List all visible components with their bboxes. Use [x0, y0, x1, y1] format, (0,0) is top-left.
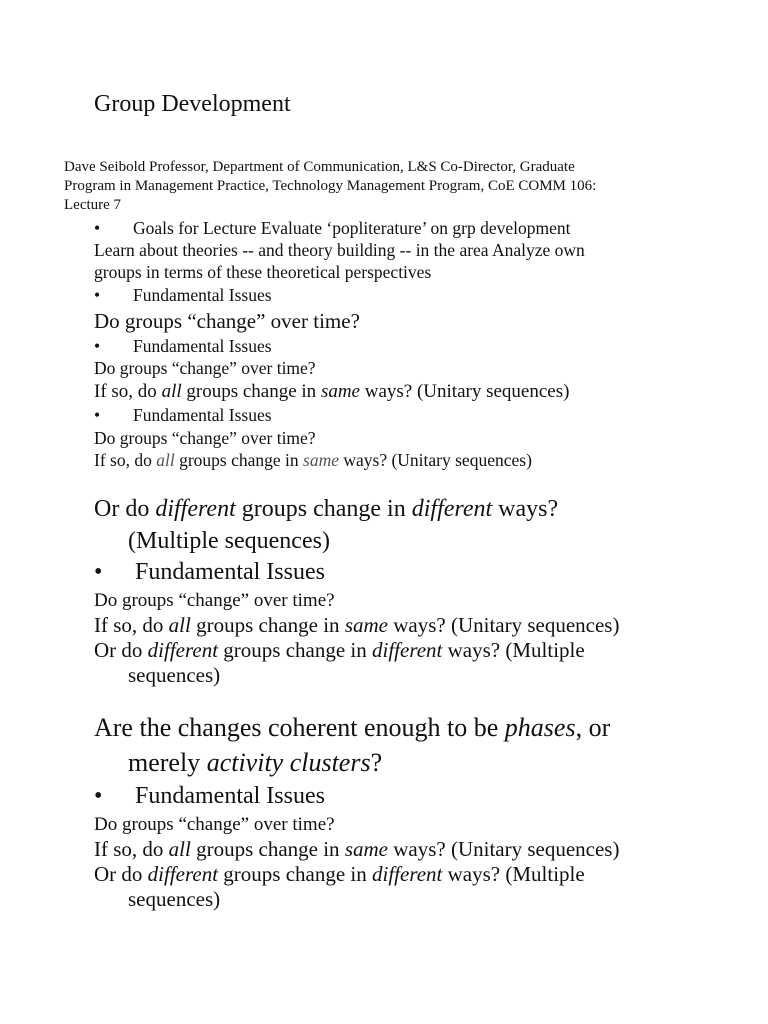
author-line-2: Program in Management Practice, Technology Management Program, CoE COMM 106: — [64, 178, 597, 194]
question-change: Do groups “change” over time? — [94, 590, 335, 611]
fundamental-issues-heading: Fundamental Issues — [133, 405, 272, 425]
question-unitary: If so, do all groups change in same ways? (Unitary sequences) — [94, 837, 620, 861]
question-change: Do groups “change” over time? — [94, 309, 360, 333]
fundamental-issues-heading: Fundamental Issues — [135, 559, 325, 585]
fundamental-issues-heading: Fundamental Issues — [133, 285, 272, 305]
bullet-marker: • — [94, 336, 101, 356]
question-multiple: Or do different groups change in different ways? — [94, 496, 559, 522]
question-phases: Are the changes coherent enough to be phases, or — [94, 713, 611, 742]
bullet-marker: • — [94, 405, 101, 425]
bullet-marker: • — [94, 783, 103, 809]
question-multiple-cont: sequences) — [128, 887, 221, 911]
question-unitary: If so, do all groups change in same ways? (Unitary sequences) — [94, 613, 620, 637]
question-multiple: Or do different groups change in different ways? (Multiple — [94, 638, 585, 662]
question-phases-cont: merely activity clusters? — [128, 748, 383, 777]
question-multiple-cont: sequences) — [128, 663, 221, 687]
question-multiple-cont: (Multiple sequences) — [128, 528, 330, 554]
bullet-marker: • — [94, 285, 101, 305]
author-line-3: Lecture 7 — [64, 197, 122, 213]
question-multiple: Or do different groups change in different ways? (Multiple — [94, 862, 585, 886]
question-change: Do groups “change” over time? — [94, 358, 316, 378]
fundamental-issues-heading: Fundamental Issues — [135, 783, 325, 809]
question-change: Do groups “change” over time? — [94, 428, 316, 448]
bullet-marker: • — [94, 559, 103, 585]
author-line-1: Dave Seibold Professor, Department of Communication, L&S Co-Director, Graduate — [64, 159, 575, 175]
question-unitary: If so, do all groups change in same ways? (Unitary sequences) — [94, 381, 570, 402]
goals-bullet-text: Goals for Lecture Evaluate ‘popliterature’ on grp development — [133, 218, 571, 238]
question-unitary: If so, do all groups change in same ways? (Unitary sequences) — [94, 450, 532, 470]
goals-continuation-2: groups in terms of these theoretical perspectives — [94, 262, 432, 282]
question-change: Do groups “change” over time? — [94, 814, 335, 835]
fundamental-issues-heading: Fundamental Issues — [133, 336, 272, 356]
bullet-marker: • — [94, 218, 101, 238]
goals-continuation-1: Learn about theories -- and theory building -- in the area Analyze own — [94, 240, 585, 260]
page-title: Group Development — [94, 91, 291, 117]
